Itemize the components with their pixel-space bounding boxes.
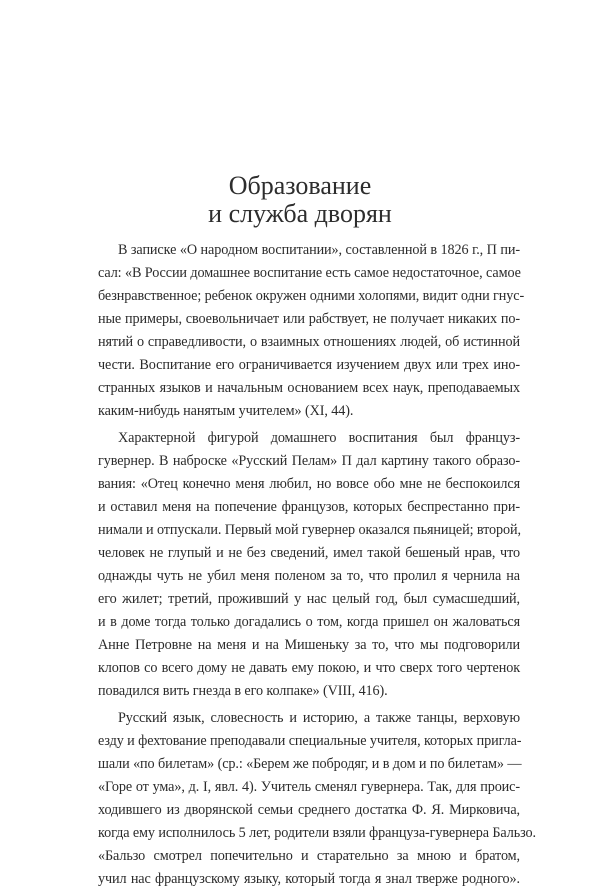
paragraph-1 bbox=[98, 239, 525, 423]
text-line: вания: «Отец конечно меня любил, но вовсе обо мне не беспокоился bbox=[98, 476, 520, 492]
text-line: Анне Петровне на меня и на Мишеньку за то, что мы подговорили bbox=[98, 637, 520, 653]
text-line: ные примеры, своевольничает или рабствует, не получает никаких по- bbox=[98, 311, 520, 327]
chapter-title-line-1: Образование bbox=[228, 171, 372, 200]
text-line: и оставил меня на попечение французов, которых беспрестанно при- bbox=[98, 499, 520, 515]
text-line: «Горе от ума», д. I, явл. 4). Учитель сменял гувернера. Так, для проис- bbox=[98, 779, 520, 795]
paragraph-3 bbox=[98, 707, 536, 891]
text-line: Характерной фигурой домашнего воспитания был француз- bbox=[118, 430, 520, 446]
text-line: В записке «О народном воспитании», составленной в 1826 г., П пи- bbox=[118, 242, 520, 258]
text-line: нимали и отпускали. Первый мой гувернер оказался пьяницей; второй, bbox=[98, 522, 521, 538]
text-line: нятий о справедливости, о взаимных отношениях людей, об истинной bbox=[98, 334, 520, 350]
text-line: когда ему исполнилось 5 лет, родители взяли француза-гувернера Бальзо. bbox=[98, 825, 536, 841]
text-line: чести. Воспитание его ограничивается изучением двух или трех ино- bbox=[98, 357, 520, 373]
text-line: человек не глупый и не без сведений, имел такой бешеный нрав, что bbox=[98, 545, 520, 561]
body-text bbox=[98, 239, 536, 891]
text-line: клопов со всего дому не давать ему покою, и что сверх того чертенок bbox=[98, 660, 520, 676]
text-line: учил нас французскому языку, который тогда я знал тверже родного». bbox=[98, 871, 520, 887]
chapter-title-line-2: и служба дворян bbox=[208, 199, 392, 228]
text-line: Русский язык, словесность и историю, а также танцы, верховую bbox=[118, 710, 520, 726]
text-line: «Бальзо смотрел попечительно и старательно за мною и братом, bbox=[98, 848, 520, 864]
text-line: странных языков и начальным основанием всех наук, преподаваемых bbox=[98, 380, 520, 396]
text-line: повадился вить гнезда в его колпаке» (VIII, 416). bbox=[98, 683, 388, 699]
text-line: езду и фехтование преподавали специальные учителя, которых пригла- bbox=[98, 733, 522, 749]
text-line: каким-нибудь нанятым учителем» (XI, 44). bbox=[98, 403, 354, 419]
text-line: безнравственное; ребенок окружен одними холопями, видит одни гнус- bbox=[98, 288, 525, 304]
text-line: гувернер. В наброске «Русский Пелам» П дал картину такого образо- bbox=[98, 453, 520, 469]
chapter-title bbox=[0, 172, 600, 228]
paragraph-2 bbox=[98, 427, 520, 703]
text-line: сал: «В России домашнее воспитание есть самое недостаточное, самое bbox=[98, 265, 521, 281]
text-line: однажды чуть не убил меня поленом за то, что пролил я чернила на bbox=[98, 568, 520, 584]
text-line: и в доме тогда только догадались о том, когда пришел он жаловаться bbox=[98, 614, 520, 630]
text-line: ходившего из дворянской семьи среднего достатка Ф. Я. Мирковича, bbox=[98, 802, 520, 818]
text-line: шали «по билетам» (ср.: «Берем же побродяг, и в дом и по билетам» — bbox=[98, 756, 522, 772]
text-line: его жилет; третий, проживший у нас целый год, был сумасшедший, bbox=[98, 591, 520, 607]
